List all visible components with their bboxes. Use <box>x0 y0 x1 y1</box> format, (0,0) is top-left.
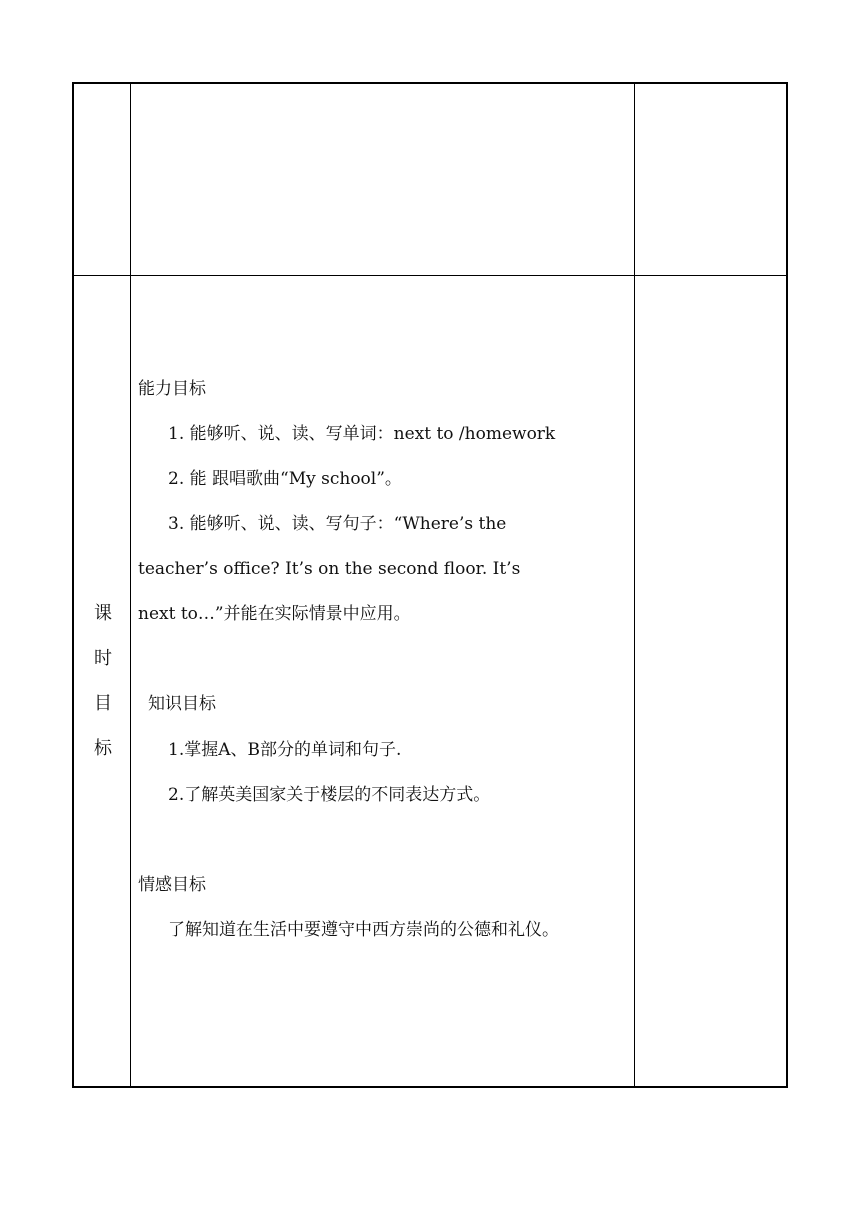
column-divider-right <box>634 84 635 1086</box>
side-label-char-4: 标 <box>94 738 112 759</box>
ability-item-3-line-3: next to…”并能在实际情景中应用。 <box>138 604 411 624</box>
side-label-char-3: 目 <box>94 693 112 714</box>
side-label-char-2: 时 <box>94 648 112 669</box>
ability-item-3-line-2: teacher’s office? It’s on the second floor. It’s <box>138 559 521 579</box>
emotion-heading: 情感目标 <box>138 875 206 895</box>
emotion-text: 了解知道在生活中要遵守中西方崇尚的公德和礼仪。 <box>168 920 559 940</box>
ability-heading: 能力目标 <box>138 379 206 399</box>
row-divider <box>74 275 786 276</box>
ability-item-2: 2. 能 跟唱歌曲“My school”。 <box>168 469 402 489</box>
ability-item-3-line-1: 3. 能够听、说、读、写句子：“Where’s the <box>168 514 507 534</box>
knowledge-item-2: 2.了解英美国家关于楼层的不同表达方式。 <box>168 785 491 805</box>
side-label-char-1: 课 <box>94 603 112 624</box>
ability-item-1: 1. 能够听、说、读、写单词：next to /homework <box>168 424 556 444</box>
column-divider-left <box>130 84 131 1086</box>
knowledge-heading: 知识目标 <box>148 694 216 714</box>
knowledge-item-1: 1.掌握A、B部分的单词和句子. <box>168 740 402 760</box>
